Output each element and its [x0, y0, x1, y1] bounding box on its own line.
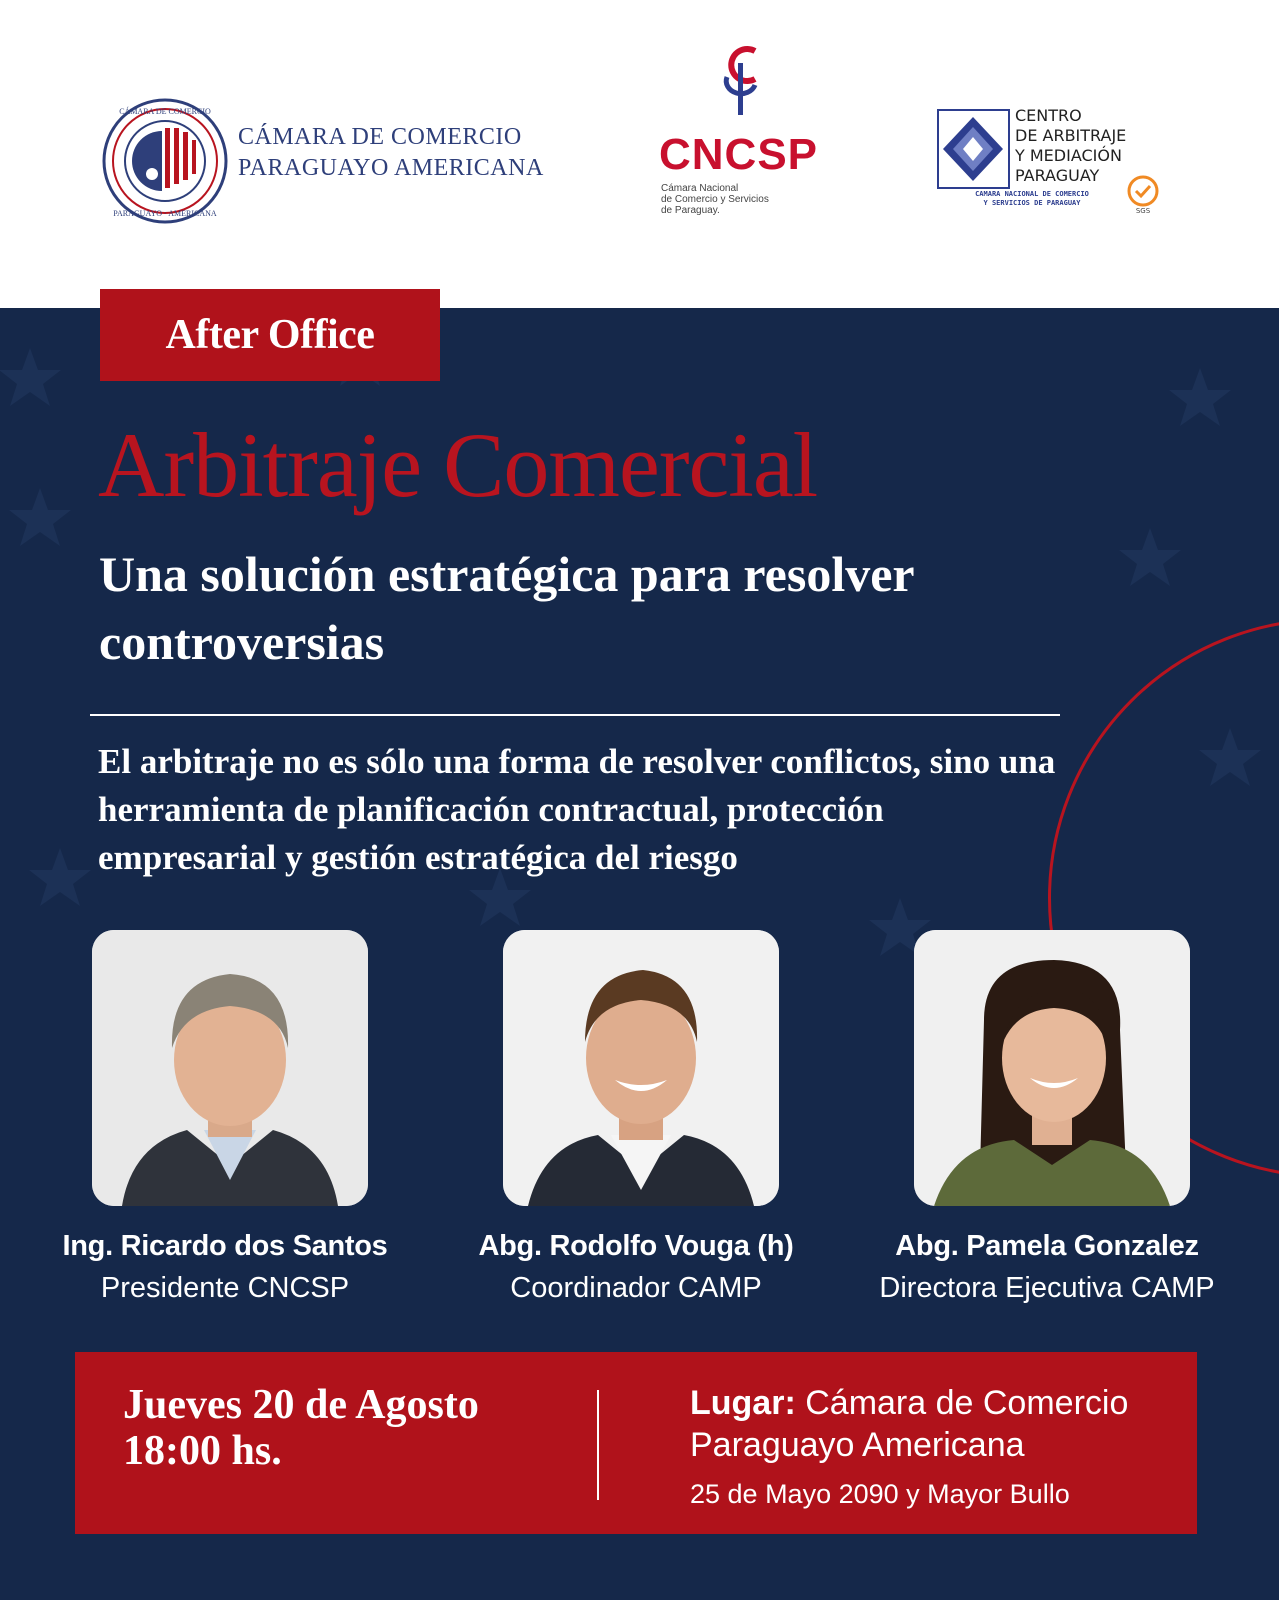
speaker-photo	[503, 930, 779, 1206]
camp-subtitle	[957, 190, 1107, 208]
event-title: Arbitraje Comercial	[98, 414, 818, 516]
event-tag: After Office	[100, 289, 440, 381]
ccpa-name	[238, 122, 544, 184]
event-time: 18:00 hs.	[123, 1428, 282, 1474]
camp-title	[1015, 106, 1126, 186]
place-label: Lugar:	[690, 1384, 796, 1422]
camp-sub-line2: Y SERVICIOS DE PARAGUAY	[983, 199, 1081, 207]
seal-text-top: CÁMARA DE COMERCIO	[119, 107, 211, 116]
ccpa-name-line2: PARAGUAYO AMERICANA	[238, 155, 544, 181]
camp-diamond-icon	[937, 109, 1010, 189]
speaker-name: Abg. Pamela Gonzalez	[895, 1230, 1199, 1262]
ccpa-name-line1: CÁMARA DE COMERCIO	[238, 124, 522, 150]
event-date: Jueves 20 de Agosto	[123, 1382, 479, 1428]
camp-sub-line1: CAMARA NACIONAL DE COMERCIO	[975, 190, 1089, 198]
speaker-name: Ing. Ricardo dos Santos	[62, 1230, 388, 1262]
camp-title-line1: CENTRO	[1015, 106, 1082, 125]
event-subtitle: Una solución estratégica para resolver controversias	[99, 546, 914, 670]
cncsp-subtitle	[661, 183, 801, 216]
details-separator	[597, 1390, 599, 1500]
camp-title-line2: DE ARBITRAJE	[1015, 126, 1127, 145]
speaker-role: Coordinador CAMP	[510, 1272, 762, 1304]
speaker-name: Abg. Rodolfo Vouga (h)	[478, 1230, 794, 1262]
sgs-badge-text: SGS	[1135, 207, 1151, 214]
seal-text-bottom: PARAGUAYO · AMERICANA	[113, 209, 217, 218]
sgs-badge-icon	[1123, 174, 1163, 214]
camp-title-line4: PARAGUAY	[1015, 166, 1100, 185]
place-name-line1: Cámara de Comercio	[805, 1384, 1129, 1422]
event-description: El arbitraje no es sólo una forma de resolver conflictos, sino una herramienta de planificación contractual, protección empresarial y gestión estratégica del riesgo	[98, 742, 1056, 877]
speaker-card	[842, 930, 1252, 1310]
speaker-photo	[914, 930, 1190, 1206]
speaker-card	[431, 930, 841, 1310]
cncsp-symbol-icon	[715, 45, 775, 120]
speaker-role: Presidente CNCSP	[100, 1272, 350, 1304]
cncsp-logo	[655, 45, 845, 235]
speaker-card	[20, 930, 430, 1310]
place-address: 25 de Mayo 2090 y Mayor Bullo	[690, 1479, 1070, 1509]
cncsp-sub-line3: de Paraguay.	[661, 205, 720, 216]
cncsp-name: CNCSP	[659, 130, 819, 179]
cncsp-sub-line2: de Comercio y Servicios	[661, 194, 769, 205]
speaker-photo	[92, 930, 368, 1206]
speaker-role: Directora Ejecutiva CAMP	[879, 1272, 1215, 1304]
event-location	[690, 1382, 1190, 1514]
event-datetime	[123, 1382, 479, 1474]
place-name-line2: Paraguayo Americana	[690, 1426, 1025, 1464]
ccpa-seal-icon	[100, 96, 230, 226]
camp-logo	[937, 106, 1187, 221]
title-divider	[90, 714, 1060, 716]
event-details-band	[75, 1352, 1197, 1534]
camp-title-line3: Y MEDIACIÓN	[1015, 146, 1122, 165]
ccpa-logo	[100, 96, 580, 231]
header-logos	[0, 0, 1279, 308]
cncsp-sub-line1: Cámara Nacional	[661, 183, 739, 194]
